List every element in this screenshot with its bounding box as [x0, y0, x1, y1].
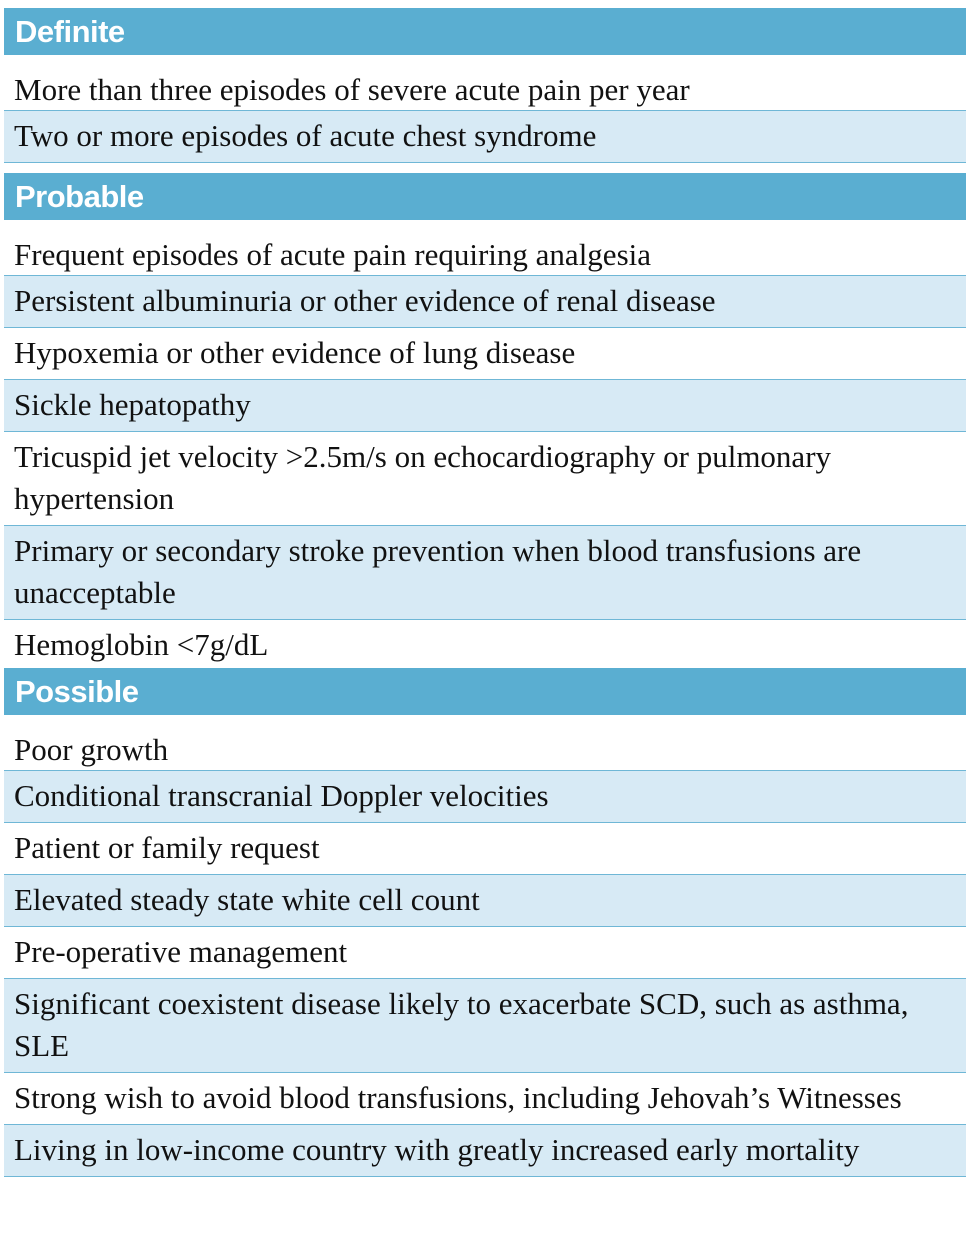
table-row: Strong wish to avoid blood transfusions, including Jehovah’s Witnesses	[4, 1073, 966, 1125]
table-row: Living in low-income country with greatly increased early mortality	[4, 1125, 966, 1177]
section-header-probable: Probable	[4, 173, 966, 220]
indications-table	[4, 8, 966, 1177]
section-header-definite: Definite	[4, 8, 966, 55]
table-row: Significant coexistent disease likely to exacerbate SCD, such as asthma, SLE	[4, 979, 966, 1073]
section-header-possible: Possible	[4, 668, 966, 715]
table-row: Hypoxemia or other evidence of lung disease	[4, 328, 966, 380]
table-row: Poor growth	[4, 715, 966, 771]
table-row: More than three episodes of severe acute pain per year	[4, 55, 966, 111]
table-row: Two or more episodes of acute chest syndrome	[4, 111, 966, 163]
table-row: Conditional transcranial Doppler velocities	[4, 771, 966, 823]
table-row: Elevated steady state white cell count	[4, 875, 966, 927]
table-row: Frequent episodes of acute pain requiring analgesia	[4, 220, 966, 276]
table-row: Pre-operative management	[4, 927, 966, 979]
table-row: Hemoglobin <7g/dL	[4, 620, 966, 668]
table-row: Patient or family request	[4, 823, 966, 875]
table-row: Sickle hepatopathy	[4, 380, 966, 432]
table-row: Primary or secondary stroke prevention when blood transfusions are unacceptable	[4, 526, 966, 620]
table-row: Persistent albuminuria or other evidence of renal disease	[4, 276, 966, 328]
section-divider	[4, 163, 966, 173]
table-row: Tricuspid jet velocity >2.5m/s on echocardiography or pulmonary hypertension	[4, 432, 966, 526]
